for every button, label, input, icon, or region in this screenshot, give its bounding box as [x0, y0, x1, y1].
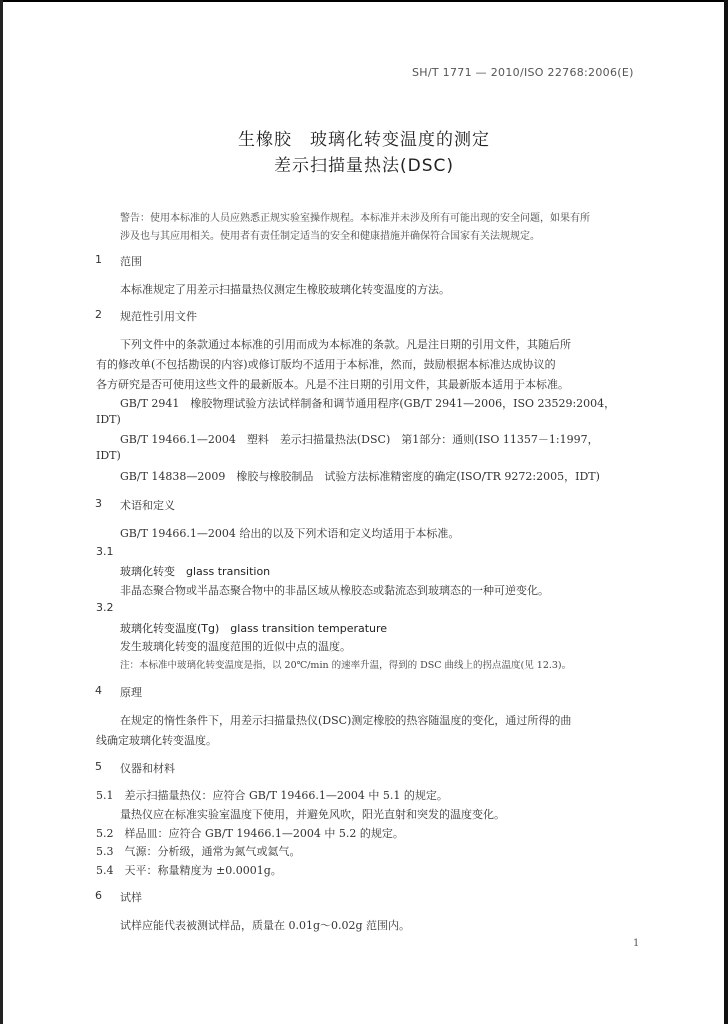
warning-line-2: 涉及也与其应用相关。使用者有责任制定适当的安全和健康措施并确保符合国家有关法规规定。	[120, 231, 540, 242]
reference-1-line-2: IDT)	[96, 413, 121, 426]
page-number: 1	[633, 938, 640, 949]
standard-code: SH/T 1771 — 2010/ISO 22768:2006(E)	[412, 66, 634, 79]
term-3-2: 玻璃化转变温度(Tg) glass transition temperature	[120, 622, 388, 635]
item-5-3: 5.3 气源：分析级，通常为氮气或氦气。	[96, 845, 301, 858]
section-2-para-line-2: 有的修改单(不包括勘误的内容)或修订版均不适用于本标准，然而，鼓励根据本标准达成协议的	[96, 358, 556, 371]
reference-1-line-1: GB/T 2941 橡胶物理试验方法试样制备和调节通用程序(GB/T 2941—2006，ISO 23529:2004，	[120, 397, 616, 410]
term-3-1: 玻璃化转变 glass transition	[120, 565, 271, 578]
section-4-title: 原理	[120, 686, 142, 699]
warning-line-1: 警告：使用本标准的人员应熟悉正规实验室操作规程。本标准并未涉及所有可能出现的安全问题，如果有所	[120, 213, 590, 224]
section-6-title: 试样	[120, 891, 142, 904]
reference-2-line-2: IDT)	[96, 449, 121, 462]
section-6-number: 6	[95, 889, 102, 902]
section-1-title: 范围	[120, 255, 142, 268]
section-3-title: 术语和定义	[120, 499, 175, 512]
definition-3-2: 发生玻璃化转变的温度范围的近似中点的温度。	[120, 640, 351, 653]
section-4-para-line-2: 线确定玻璃化转变温度。	[96, 734, 217, 747]
section-5-title: 仪器和材料	[120, 762, 175, 775]
section-4-para-line-1: 在规定的惰性条件下，用差示扫描量热仪(DSC)测定橡胶的热容随温度的变化，通过所得的曲	[120, 714, 572, 727]
section-1-text: 本标准规定了用差示扫描量热仪测定生橡胶玻璃化转变温度的方法。	[120, 283, 450, 296]
section-2-para-line-3: 各方研究是否可使用这些文件的最新版本。凡是不注日期的引用文件，其最新版本适用于本标准。	[96, 378, 569, 391]
section-6-text: 试样应能代表被测试样品，质量在 0.01g～0.02g 范围内。	[120, 919, 411, 932]
section-3-text: GB/T 19466.1—2004 给出的以及下列术语和定义均适用于本标准。	[120, 527, 460, 540]
section-2-para-line-1: 下列文件中的条款通过本标准的引用而成为本标准的条款。凡是注日期的引用文件，其随后所	[120, 338, 571, 351]
section-4-number: 4	[95, 684, 102, 697]
section-2-title: 规范性引用文件	[120, 310, 197, 323]
note-3-2: 注：本标准中玻璃化转变温度是指，以 20℃/min 的速率升温，得到的 DSC 曲线上的拐点温度(见 12.3)。	[120, 660, 572, 671]
subsection-3-2-number: 3.2	[96, 601, 114, 614]
item-5-2: 5.2 样品皿：应符合 GB/T 19466.1—2004 中 5.2 的规定。	[96, 827, 404, 840]
definition-3-1: 非晶态聚合物或半晶态聚合物中的非晶区域从橡胶态或黏流态到玻璃态的一种可逆变化。	[120, 584, 549, 597]
item-5-1-line-2: 量热仪应在标准实验室温度下使用，并避免风吹，阳光直射和突发的温度变化。	[120, 808, 505, 821]
reference-3: GB/T 14838—2009 橡胶与橡胶制品 试验方法标准精密度的确定(ISO/TR 9272:2005，IDT)	[120, 470, 600, 483]
section-2-number: 2	[95, 308, 102, 321]
item-5-4: 5.4 天平：称量精度为 ±0.0001g。	[96, 864, 282, 877]
section-1-number: 1	[95, 253, 102, 266]
section-3-number: 3	[95, 497, 102, 510]
section-5-number: 5	[95, 760, 102, 773]
title-line-1: 生橡胶 玻璃化转变温度的测定	[238, 130, 490, 150]
subsection-3-1-number: 3.1	[96, 545, 114, 558]
item-5-1-line-1: 5.1 差示扫描量热仪：应符合 GB/T 19466.1—2004 中 5.1 的规定。	[96, 789, 448, 802]
reference-2-line-1: GB/T 19466.1—2004 塑料 差示扫描量热法(DSC) 第1部分：通则(ISO 11357－1:1997，	[120, 433, 599, 446]
title-line-2: 差示扫描量热法(DSC)	[273, 156, 455, 176]
